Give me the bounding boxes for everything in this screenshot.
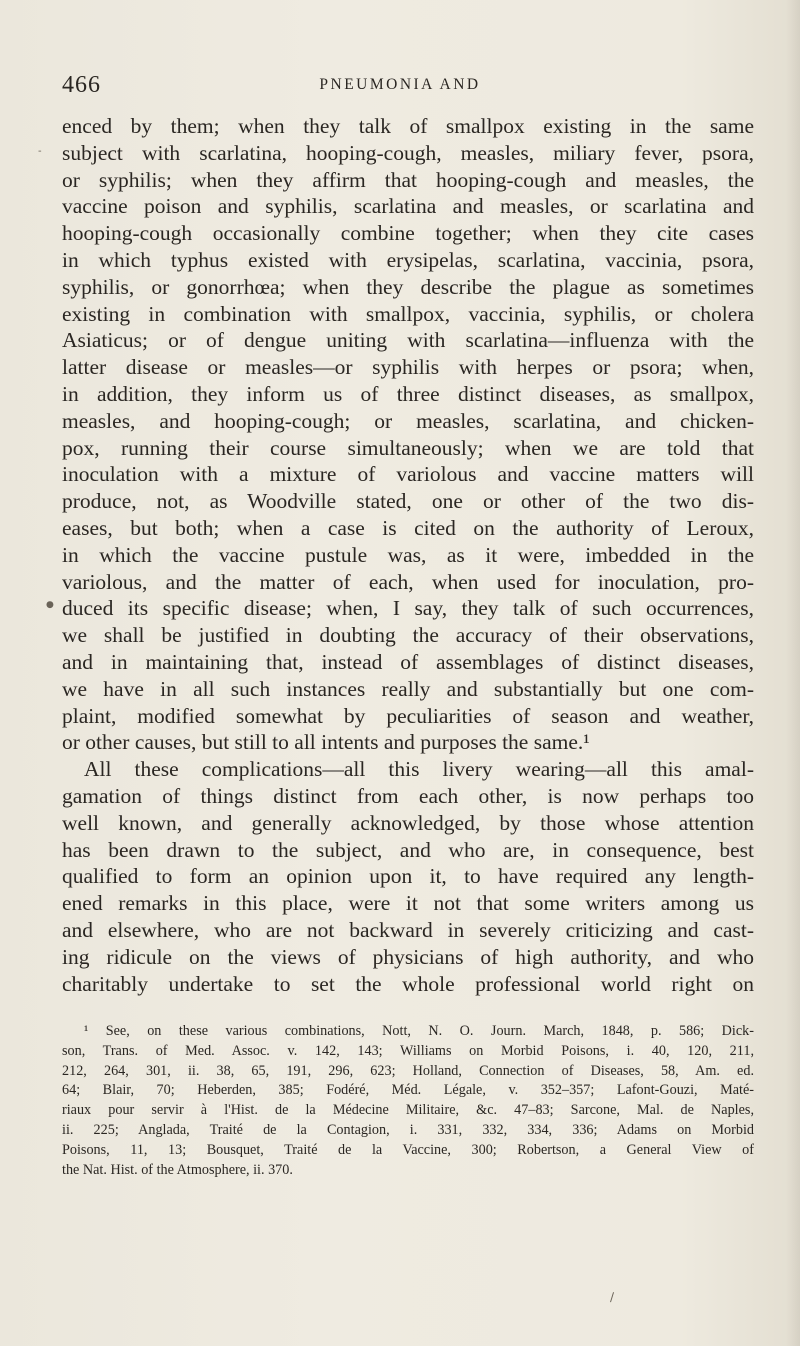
text-line: All these complications—all this livery wearing—all this amal- xyxy=(84,757,754,782)
body-text xyxy=(62,113,754,997)
footnote-line: ¹ See, on these various combinations, Nott, N. O. Journ. March, 1848, p. 586; Dick- xyxy=(84,1023,754,1039)
page-edge-shadow xyxy=(786,0,800,1346)
stray-mark: - xyxy=(38,146,42,157)
running-head: PNEUMONIA AND xyxy=(319,76,481,93)
footnote-line: 212, 264, 301, ii. 38, 65, 191, 296, 623; Holland, Connection of Diseases, 58, Am. ed. xyxy=(62,1062,754,1079)
text-line: in addition, they inform us of three distinct diseases, as smallpox, xyxy=(62,381,754,406)
stray-mark: ∕ xyxy=(610,1290,615,1304)
text-line: subject with scarlatina, hooping-cough, measles, miliary fever, psora, xyxy=(62,140,754,165)
text-line: ened remarks in this place, were it not that some writers among us xyxy=(62,891,754,916)
footnote-line: son, Trans. of Med. Assoc. v. 142, 143; Williams on Morbid Poisons, i. 40, 120, 211, xyxy=(62,1042,754,1059)
text-line: ing ridicule on the views of physicians of high authority, and who xyxy=(62,944,754,969)
text-line: duced its specific disease; when, I say, they talk of such occurrences, xyxy=(62,596,754,621)
footnote-line: riaux pour servir à l'Hist. de la Médecine Militaire, &c. 47–83; Sarcone, Mal. de Naples, xyxy=(62,1102,754,1119)
text-line: hooping-cough occasionally combine together; when they cite cases xyxy=(62,221,754,246)
text-line: vaccine poison and syphilis, scarlatina and measles, or scarlatina and xyxy=(62,194,754,219)
text-line: and elsewhere, who are not backward in severely criticizing and cast- xyxy=(62,917,754,942)
footnote-line: 64; Blair, 70; Heberden, 385; Fodéré, Méd. Légale, v. 352–357; Lafont-Gouzi, Maté- xyxy=(62,1082,754,1099)
text-line: syphilis, or gonorrhœa; when they describe the plague as sometimes xyxy=(62,274,754,299)
text-line: variolous, and the matter of each, when used for inoculation, pro- xyxy=(62,569,754,594)
footnote-line: Poisons, 11, 13; Bousquet, Traité de la Vaccine, 300; Robertson, a General View of xyxy=(62,1141,754,1158)
page-number: 466 xyxy=(62,72,101,98)
footnote-line: the Nat. Hist. of the Atmosphere, ii. 370. xyxy=(62,1161,293,1178)
text-line: gamation of things distinct from each other, is now perhaps too xyxy=(62,783,754,808)
text-line: or other causes, but still to all intents and purposes the same.¹ xyxy=(62,730,590,755)
text-line: eases, but both; when a case is cited on the authority of Leroux, xyxy=(62,515,754,540)
text-line: plaint, modified somewhat by peculiarities of season and weather, xyxy=(62,703,754,728)
text-line: has been drawn to the subject, and who are, in consequence, best xyxy=(62,837,754,862)
text-line: inoculation with a mixture of variolous and vaccine matters will xyxy=(62,462,754,487)
text-line: qualified to form an opinion upon it, to have required any length- xyxy=(62,864,754,889)
text-line: latter disease or measles—or syphilis with herpes or psora; when, xyxy=(62,355,754,380)
text-line: Asiaticus; or of dengue uniting with scarlatina—influenza with the xyxy=(62,328,754,353)
text-line: pox, running their course simultaneously; when we are told that xyxy=(62,435,754,460)
footnote-line: ii. 225; Anglada, Traité de la Contagion, i. 331, 332, 334, 336; Adams on Morbid xyxy=(62,1121,754,1138)
text-line: produce, not, as Woodville stated, one or other of the two dis- xyxy=(62,489,754,514)
text-line: in which typhus existed with erysipelas, scarlatina, vaccinia, psora, xyxy=(62,247,754,272)
text-line: existing in combination with smallpox, vaccinia, syphilis, or cholera xyxy=(62,301,754,326)
text-line: charitably undertake to set the whole professional world right on xyxy=(62,971,754,996)
text-line: measles, and hooping-cough; or measles, scarlatina, and chicken- xyxy=(62,408,754,433)
footnotes xyxy=(62,1022,754,1180)
text-line: in which the vaccine pustule was, as it were, imbedded in the xyxy=(62,542,754,567)
text-line: and in maintaining that, instead of assemblages of distinct diseases, xyxy=(62,649,754,674)
text-line: enced by them; when they talk of smallpox existing in the same xyxy=(62,114,754,138)
stray-mark: ● xyxy=(46,600,54,610)
text-line: we have in all such instances really and substantially but one com- xyxy=(62,676,754,701)
text-line: well known, and generally acknowledged, by those whose attention xyxy=(62,810,754,835)
text-line: we shall be justified in doubting the accuracy of their observations, xyxy=(62,623,754,648)
text-line: or syphilis; when they affirm that hooping-cough and measles, the xyxy=(62,167,754,192)
